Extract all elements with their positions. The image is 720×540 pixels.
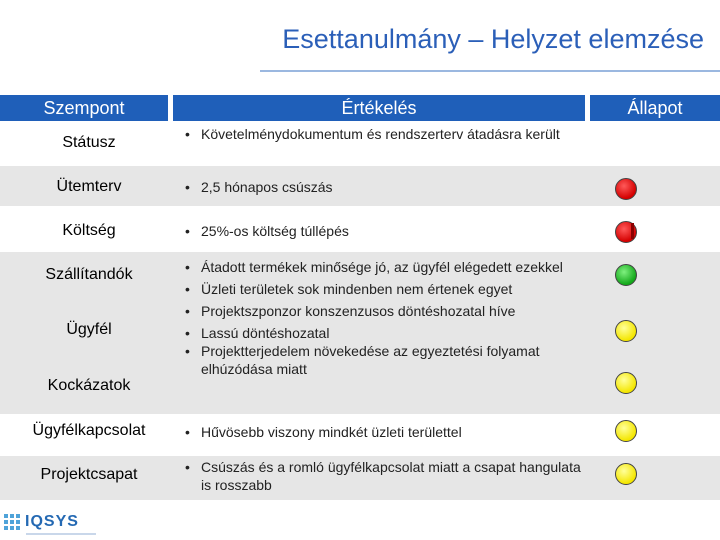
page-title: Esettanulmány – Helyzet elemzése: [282, 24, 704, 54]
company-logo: [4, 513, 79, 531]
bullet-dot: •: [185, 259, 190, 275]
bullet-item: [185, 280, 585, 298]
title-underline: [260, 70, 720, 72]
bullet-text: Projektszponzor konszenzusos döntéshozatal híve: [201, 303, 516, 319]
bullet-dot: •: [185, 424, 190, 440]
bullet-item: [185, 125, 585, 143]
bullet-text: Lassú döntéshozatal: [201, 325, 330, 341]
criterion-label: Ügyfélkapcsolat: [32, 422, 146, 439]
criterion-label: Szállítandók: [45, 266, 133, 283]
bullet-text: Csúszás és a romló ügyfélkapcsolat miatt a csapat hangulata is rosszabb: [201, 459, 581, 493]
status-yellow-light: [615, 420, 637, 442]
bullet-item: [185, 342, 585, 378]
bullet-dot: •: [185, 223, 190, 239]
criterion-label: Projektcsapat: [40, 466, 138, 483]
bullet-dot: •: [185, 325, 190, 341]
bullet-item: [185, 324, 585, 342]
evaluation-cell: [185, 125, 585, 143]
bullet-text: 25%-os költség túllépés: [201, 223, 349, 239]
bullet-item: [185, 423, 585, 441]
header-evaluation: Értékelés: [173, 95, 585, 121]
bullet-text: Projektterjedelem növekedése az egyeztetési folyamat elhúzódása miatt: [201, 343, 540, 377]
bullet-text: 2,5 hónapos csúszás: [201, 179, 333, 195]
status-yellow-light: [615, 372, 637, 394]
status-marker-bar: [631, 223, 634, 239]
criterion-label: Ütemterv: [56, 178, 122, 195]
evaluation-cell: [185, 258, 585, 378]
criterion-label: Kockázatok: [47, 377, 131, 394]
logo-icon: [4, 514, 20, 530]
criterion-label: Ügyfél: [66, 321, 112, 338]
header-criterion: Szempont: [0, 95, 168, 121]
bullet-text: Üzleti területek sok mindenben nem értenek egyet: [201, 281, 513, 297]
status-red-light: [615, 178, 637, 200]
bullet-dot: •: [185, 281, 190, 297]
bullet-dot: •: [185, 179, 190, 195]
evaluation-cell: [185, 458, 585, 494]
bullet-item: [185, 178, 585, 196]
bullet-dot: •: [185, 126, 190, 142]
bullet-text: Követelménydokumentum és rendszerterv átadásra került: [201, 126, 560, 142]
status-green-light: [615, 264, 637, 286]
bullet-item: [185, 258, 585, 276]
bullet-text: Hűvösebb viszony mindkét üzleti területtel: [201, 424, 462, 440]
status-yellow-light: [615, 463, 637, 485]
bullet-item: [185, 458, 585, 494]
criterion-label: Költség: [62, 222, 116, 239]
bullet-text: Átadott termékek minősége jó, az ügyfél elégedett ezekkel: [201, 259, 563, 275]
status-yellow-light: [615, 320, 637, 342]
evaluation-cell: [185, 178, 585, 196]
logo-text: IQSYS: [25, 513, 79, 530]
evaluation-cell: [185, 222, 585, 240]
bullet-dot: •: [185, 343, 190, 359]
evaluation-cell: [185, 423, 585, 441]
bullet-dot: •: [185, 459, 190, 475]
criterion-label: Státusz: [62, 134, 116, 151]
bullet-item: [185, 222, 585, 240]
logo-tagline-line: [26, 533, 96, 535]
bullet-dot: •: [185, 303, 190, 319]
header-status: Állapot: [590, 95, 720, 121]
bullet-item: [185, 302, 585, 320]
